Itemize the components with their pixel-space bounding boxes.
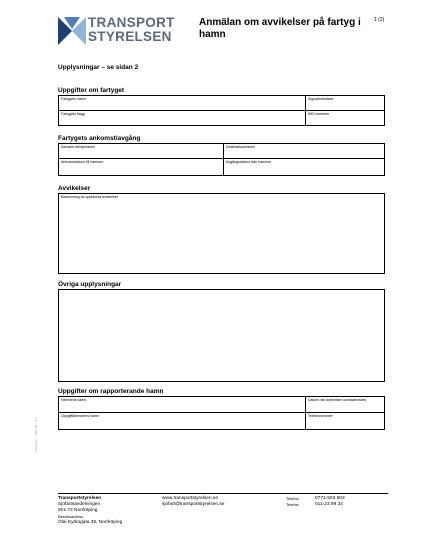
field-last-port[interactable] bbox=[59, 144, 224, 159]
footer-fax: 011-23 99 34 bbox=[315, 502, 343, 507]
field-vessel-name[interactable] bbox=[59, 96, 306, 111]
footer-phone: 0771-503 503 bbox=[315, 496, 345, 501]
footer-contact-web bbox=[162, 496, 224, 508]
field-label: Fartygets namn bbox=[61, 97, 86, 101]
field-arrival-date[interactable] bbox=[59, 159, 224, 176]
field-reporter-name[interactable] bbox=[59, 413, 306, 430]
page-number: 1 (2) bbox=[374, 17, 385, 23]
logo-line2: STYRELSEN bbox=[88, 28, 172, 44]
footer-address bbox=[58, 496, 122, 526]
other-info-table bbox=[58, 289, 385, 382]
field-label: Datum när avvikelsen konstaterades bbox=[308, 398, 367, 402]
form-id-side-print: TSxxxxxx – 2009-05 – 1.0 bbox=[34, 417, 38, 452]
logo-line1: TRANSPORT bbox=[88, 15, 175, 30]
footer-web[interactable]: www.transportstyrelsen.se bbox=[162, 496, 218, 501]
field-label: Hamnens namn bbox=[61, 398, 87, 402]
field-imo-number[interactable] bbox=[306, 111, 385, 126]
section-heading-reporting-port: Uppgifter om rapporterande hamn bbox=[58, 388, 164, 395]
field-departure-date[interactable] bbox=[224, 159, 385, 176]
footer-postal: 601 73 Norrköping bbox=[58, 508, 98, 513]
footer-email[interactable]: sjofart@transportstyrelsen.se bbox=[162, 502, 225, 507]
field-port-name[interactable] bbox=[59, 397, 306, 413]
info-reference: Upplysningar – se sidan 2 bbox=[58, 64, 139, 71]
field-label: Uppgiftlämnarens namn bbox=[61, 414, 100, 418]
footer-org-dept: Sjöfartsavdelningen bbox=[58, 502, 101, 507]
footer-phone-label: Telefon bbox=[286, 496, 299, 501]
section-heading-arrival: Fartygets ankomst/avgång bbox=[58, 135, 141, 142]
footer-visit-address: Olai Kyrkogata 35, Norrköping bbox=[58, 520, 123, 525]
section-heading-deviations: Avvikelser bbox=[58, 185, 91, 192]
form-title: Anmälan om avvikelser på fartyg i hamn bbox=[199, 17, 361, 40]
transportstyrelsen-logo bbox=[58, 16, 186, 48]
field-label: Senaste anlöpshamn bbox=[61, 145, 95, 149]
footer-org-name: Transportstyrelsen bbox=[58, 496, 102, 501]
reporting-port-table bbox=[58, 396, 385, 430]
field-deviation-date[interactable] bbox=[306, 397, 385, 413]
field-phone-number[interactable] bbox=[306, 413, 385, 430]
field-label: Fartygets flagg bbox=[61, 112, 85, 116]
field-label: Avgångsdatum från hamnen bbox=[226, 160, 272, 164]
field-vessel-flag[interactable] bbox=[59, 111, 306, 126]
vessel-table bbox=[58, 95, 385, 126]
footer-visit-label: Besöksadress bbox=[58, 514, 84, 519]
field-other-info[interactable] bbox=[59, 290, 385, 382]
field-label: Destinationshamn bbox=[226, 145, 255, 149]
field-call-sign[interactable] bbox=[306, 96, 385, 111]
footer-fax-label: Telefax bbox=[286, 502, 299, 507]
field-label: IMO-nummer bbox=[308, 112, 330, 116]
logo-mark-icon bbox=[58, 17, 86, 45]
deviations-table bbox=[58, 193, 385, 274]
arrival-table bbox=[58, 143, 385, 176]
field-destination-port[interactable] bbox=[224, 144, 385, 159]
footer-divider bbox=[58, 493, 388, 494]
field-label: Telefonnummer bbox=[308, 414, 333, 418]
field-deviation-description[interactable] bbox=[59, 194, 385, 274]
footer-contact-phone bbox=[286, 496, 345, 508]
section-heading-other: Övriga upplysningar bbox=[58, 281, 122, 288]
section-heading-vessel: Uppgifter om fartyget bbox=[58, 87, 125, 94]
field-label: Signalbokstäver bbox=[308, 97, 334, 101]
field-label: Ankomstdatum till hamnen bbox=[61, 160, 104, 164]
field-label: Beskrivning av upptäckta avvikelser bbox=[61, 195, 118, 199]
